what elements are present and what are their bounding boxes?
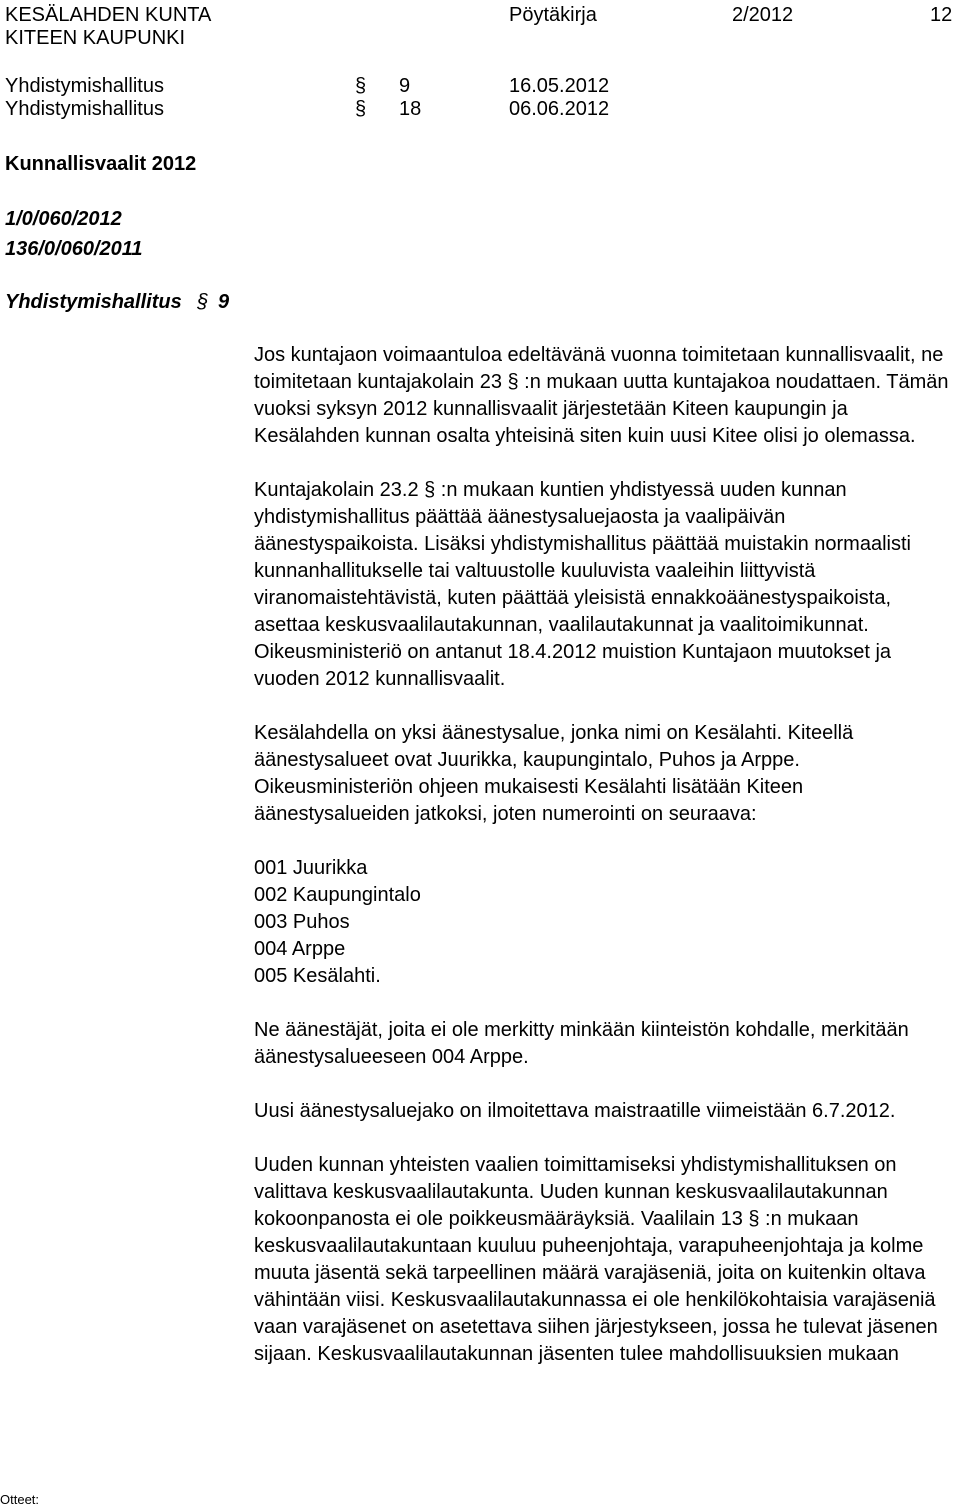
paragraph-5: Uusi äänestysaluejako on ilmoitettava maistraatille viimeistään 6.7.2012. xyxy=(254,1100,896,1122)
meeting-2-body: Yhdistymishallitus xyxy=(5,98,164,120)
meeting-1-body: Yhdistymishallitus xyxy=(5,75,164,97)
paragraph-2: Kuntajakolain 23.2 § :n mukaan kuntien yhdistyessä uuden kunnan yhdistymishallitus päättää äänestysaluejaosta ja vaalipäivän äänestyspaikoista. Lisäksi yhdistymishallitus päättää muistakin normaalisti kunnanhallitukselle tai valtuustolle kuuluvista vaaleihin liittyvistä viranomaistehtävistä, kuten päättää yleisistä ennakkoäänestyspaikoista, asettaa keskusvaalilautakunnan, vaalilautakunnat ja vaalitoimikunnat. Oikeusministeriö on antanut 18.4.2012 muistion Kuntajaon muutokset ja vuoden 2012 kunnallisvaalit. xyxy=(254,479,911,690)
district-list xyxy=(254,855,954,990)
paragraph-4: Ne äänestäjät, joita ei ole merkitty minkään kiinteistön kohdalle, merkitään äänestysalueeseen 004 Arppe. xyxy=(254,1019,909,1068)
ref-number-1: 1/0/060/2012 xyxy=(5,208,122,230)
doc-type: Pöytäkirja xyxy=(509,4,597,26)
district-item: 003 Puhos xyxy=(254,911,350,933)
org-name-line2: KITEEN KAUPUNKI xyxy=(5,27,186,49)
section-heading-body: Yhdistymishallitus xyxy=(5,291,182,313)
meeting-1-date: 16.05.2012 xyxy=(509,75,610,97)
section-heading-sign: § xyxy=(197,291,209,313)
paragraph-1: Jos kuntajaon voimaantuloa edeltävänä vuonna toimitetaan kunnallisvaalit, ne toimitetaan kuntajakolain 23 § :n mukaan uutta kuntajakoa noudattaen. Tämän vuoksi syksyn 2012 kunnallisvaalit järjestetään Kiteen kaupungin ja Kesälahden kunnan osalta yhteisinä siten kuin uusi Kitee olisi jo olemassa. xyxy=(254,344,949,447)
org-name-line1: KESÄLAHDEN KUNTA xyxy=(5,4,212,26)
district-item: 005 Kesälahti. xyxy=(254,965,381,987)
paragraph-3: Kesälahdella on yksi äänestysalue, jonka nimi on Kesälahti. Kiteellä äänestysalueet ovat Juurikka, kaupungintalo, Puhos ja Arppe. Oikeusministeriön ohjeen mukaisesti Kesälahti lisätään Kiteen äänestysalueiden jatkoksi, joten numerointi on seuraava: xyxy=(254,722,854,825)
district-item: 001 Juurikka xyxy=(254,857,368,879)
page-number: 12 xyxy=(930,4,953,26)
section-heading-number: 9 xyxy=(217,291,230,313)
section-heading xyxy=(5,290,229,314)
body-text xyxy=(254,342,954,1368)
district-item: 004 Arppe xyxy=(254,938,346,960)
paragraph-6: Uuden kunnan yhteisten vaalien toimittamiseksi yhdistymishallituksen on valittava keskusvaalilautakunta. Uuden kunnan keskusvaalilautakunnan kokoonpanosta ei ole poikkeusmääräyksiä. Vaalilain 13 § :n mukaan keskusvaalilautakuntaan kuuluu puheenjohtaja, varapuheenjohtaja ja kolme muuta jäsentä sekä tarpeellinen määrä varajäseniä, joita on kuitenkin oltava vähintään viisi. Keskusvaalilautakunnassa ei ole henkilökohtaisia varajäseniä vaan varajäsenet on asetettava siihen järjestykseen, jossa he tulevat jäsenen sijaan. Keskusvaalilautakunnan jäsenten tulee mahdollisuuksien mukaan xyxy=(254,1154,938,1365)
doc-number: 2/2012 xyxy=(732,4,794,26)
meeting-1-section: 9 xyxy=(399,75,411,97)
meeting-2-section: 18 xyxy=(399,98,422,120)
district-item: 002 Kaupungintalo xyxy=(254,884,421,906)
footer-label: Otteet: xyxy=(0,1492,40,1507)
ref-number-2: 136/0/060/2011 xyxy=(5,238,143,260)
document-title: Kunnallisvaalit 2012 xyxy=(5,153,197,175)
meeting-2-date: 06.06.2012 xyxy=(509,98,610,120)
meeting-1-section-sign: § xyxy=(355,75,367,97)
meeting-2-section-sign: § xyxy=(355,98,367,120)
